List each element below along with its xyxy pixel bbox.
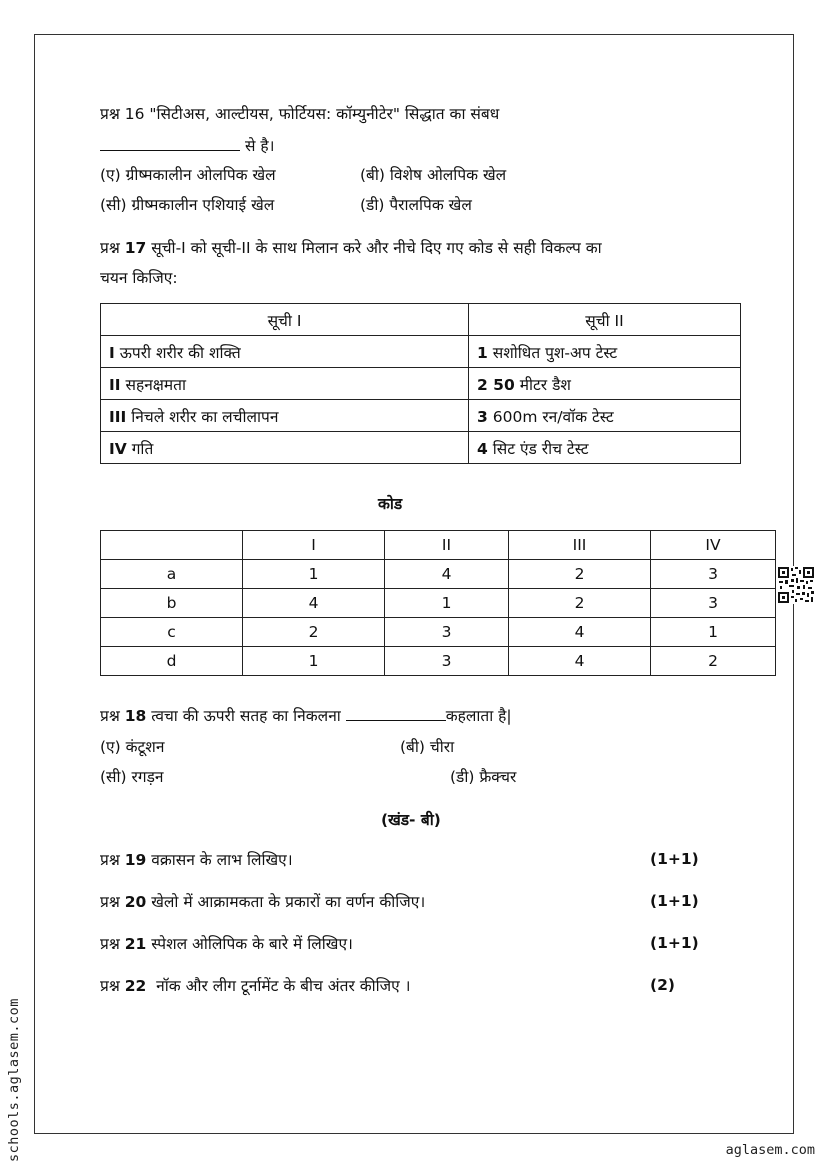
q16-option-a: (ए) ग्रीष्मकालीन ओलपिक खेल: [100, 166, 276, 184]
q18-prefix: प्रश्न: [100, 707, 120, 725]
q17-line1: [100, 238, 602, 258]
question-21-marks: (1+1): [650, 934, 699, 952]
list1-header: सूची I: [101, 304, 469, 336]
code-cell: 3: [385, 647, 509, 676]
question-22: [100, 976, 411, 996]
list2-cell: 1 सशोधित पुश-अप टेस्ट: [469, 336, 741, 368]
code-cell: 2: [509, 560, 651, 589]
question-prefix: प्रश्न: [100, 935, 120, 953]
code-table: [100, 530, 776, 676]
list2-cell: 4 सिट एंड रीच टेस्ट: [469, 432, 741, 464]
code-header-cell: II: [385, 531, 509, 560]
code-title: कोड: [378, 495, 403, 513]
match-row: [101, 336, 741, 368]
question-text: वक्रासन के लाभ लिखिए।: [151, 851, 293, 869]
code-cell: 4: [385, 560, 509, 589]
code-cell: 1: [385, 589, 509, 618]
q16-line2-suffix: से है।: [244, 137, 275, 155]
code-header-cell: III: [509, 531, 651, 560]
match-row: [101, 368, 741, 400]
code-cell: 3: [651, 589, 776, 618]
code-row: [101, 560, 776, 589]
question-prefix: प्रश्न: [100, 851, 120, 869]
list2-cell: 2 50 मीटर डैश: [469, 368, 741, 400]
code-cell: 3: [651, 560, 776, 589]
q16-line1: प्रश्न 16 "सिटीअस, आल्टीयस, फोर्टियस: कॉम्युनीटेर" सिद्धात का संबध: [100, 105, 500, 123]
code-cell: 3: [385, 618, 509, 647]
q17-number: 17: [124, 239, 147, 257]
list1-cell: I ऊपरी शरीर की शक्ति: [101, 336, 469, 368]
match-table: [100, 303, 741, 464]
question-number: 20: [124, 893, 147, 911]
code-cell: 2: [651, 647, 776, 676]
question-prefix: प्रश्न: [100, 977, 120, 995]
side-watermark: schools.aglasem.com: [6, 998, 22, 1162]
code-header-cell: [101, 531, 243, 560]
answer-blank: [346, 706, 446, 721]
code-header-row: [101, 531, 776, 560]
q18-line: [100, 706, 512, 726]
q18-text: त्वचा की ऊपरी सतह का निकलना: [151, 707, 341, 725]
question-21: [100, 934, 353, 954]
code-header-cell: IV: [651, 531, 776, 560]
code-cell: 4: [509, 647, 651, 676]
list2-cell: 3 600m रन/वॉक टेस्ट: [469, 400, 741, 432]
code-cell: 4: [243, 589, 385, 618]
q17-prefix: प्रश्न: [100, 239, 120, 257]
code-cell: a: [101, 560, 243, 589]
code-cell: 1: [243, 560, 385, 589]
q16-option-c: (सी) ग्रीष्मकालीन एशियाई खेल: [100, 196, 275, 214]
question-20-marks: (1+1): [650, 892, 699, 910]
question-number: 22: [124, 977, 147, 995]
question-text: खेलो में आक्रामकता के प्रकारों का वर्णन कीजिए।: [151, 893, 426, 911]
q16-option-d: (डी) पैरालपिक खेल: [360, 196, 472, 214]
answer-blank: [100, 136, 240, 151]
code-cell: 2: [509, 589, 651, 618]
q17-line2: चयन किजिए:: [100, 269, 178, 287]
code-row: [101, 647, 776, 676]
code-cell: 1: [651, 618, 776, 647]
list1-cell: II सहनक्षमता: [101, 368, 469, 400]
q17-text1: सूची-I को सूची-II के साथ मिलान करे और नीचे दिए गए कोड से सही विकल्प का: [151, 239, 602, 257]
q18-option-c: (सी) रगड़न: [100, 768, 164, 786]
question-prefix: प्रश्न: [100, 893, 120, 911]
code-cell: 4: [509, 618, 651, 647]
code-cell: d: [101, 647, 243, 676]
code-row: [101, 589, 776, 618]
question-number: 19: [124, 851, 147, 869]
match-header-row: [101, 304, 741, 336]
code-cell: 2: [243, 618, 385, 647]
q18-option-d: (डी) फ्रैक्चर: [450, 768, 517, 786]
qr-code-icon: [777, 566, 815, 604]
question-19: [100, 850, 293, 870]
list2-header: सूची II: [469, 304, 741, 336]
question-19-marks: (1+1): [650, 850, 699, 868]
question-20: [100, 892, 425, 912]
q18-suffix: कहलाता है|: [445, 707, 512, 725]
code-cell: 1: [243, 647, 385, 676]
q16-option-b: (बी) विशेष ओलपिक खेल: [360, 166, 507, 184]
question-text: स्पेशल ओलिपिक के बारे में लिखिए।: [151, 935, 353, 953]
question-22-marks: (2): [650, 976, 675, 994]
question-text: नॉक और लीग टूर्नामेंट के बीच अंतर कीजिए ।: [156, 977, 411, 995]
q16-line2: [100, 136, 274, 156]
q18-number: 18: [124, 707, 147, 725]
question-number: 21: [124, 935, 147, 953]
match-row: [101, 432, 741, 464]
q18-option-b: (बी) चीरा: [400, 738, 455, 756]
footer-watermark: aglasem.com: [725, 1142, 815, 1158]
section-b-title: (खंड- बी): [381, 811, 441, 829]
q18-option-a: (ए) कंटूशन: [100, 738, 165, 756]
code-cell: c: [101, 618, 243, 647]
match-row: [101, 400, 741, 432]
list1-cell: III निचले शरीर का लचीलापन: [101, 400, 469, 432]
code-header-cell: I: [243, 531, 385, 560]
list1-cell: IV गति: [101, 432, 469, 464]
code-cell: b: [101, 589, 243, 618]
code-row: [101, 618, 776, 647]
